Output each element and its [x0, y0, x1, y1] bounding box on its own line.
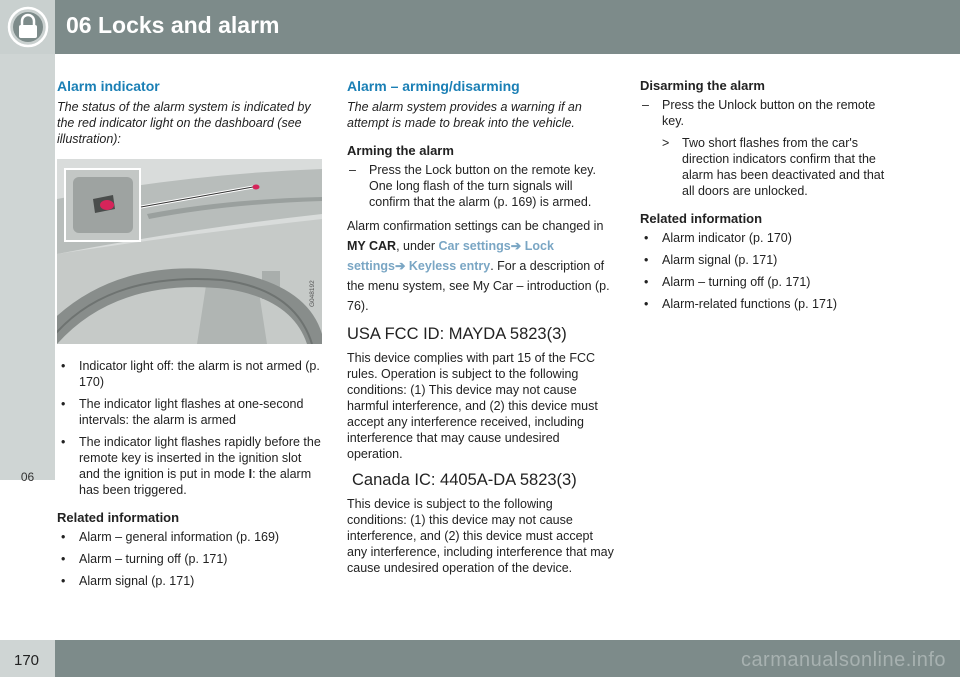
related-link[interactable]: • Alarm signal (p. 171) — [644, 253, 778, 267]
confirmation-settings-text: Alarm confirmation settings can be changed in MY CAR, under Car settings➔ Lock settings➔ Keyless entry. For a description of the menu system, see My Car – introduction (p. 76). — [347, 219, 610, 313]
list-item: • The indicator light flashes at one-second intervals: the alarm is armed — [61, 397, 304, 427]
dashboard-drawing — [57, 159, 322, 344]
disarming-title: Disarming the alarm — [640, 78, 765, 93]
step-item: – Press the Unlock button on the remote key. — [642, 98, 876, 128]
watermark: carmanualsonline.info — [740, 649, 946, 671]
related-link[interactable]: • Alarm signal (p. 171) — [61, 574, 195, 588]
canada-ic-title: Canada IC: 4405A-DA 5823(3) — [352, 471, 577, 489]
menu-path-keyless-entry: Keyless entry — [408, 259, 491, 273]
step-item: – Press the Lock button on the remote key. One long flash of the turn signals will confirm that the alarm (p. 169) is armed. — [349, 163, 596, 209]
related-info-title: Related information — [640, 211, 763, 226]
menu-path-car-settings: Car settings — [438, 239, 511, 253]
canada-ic-text: This device is subject to the following conditions: (1) this device may not cause interference, and (2) this device must accept any interference, including interference that may cause undesired operation of the device. — [347, 497, 614, 575]
ignition-mode: I — [248, 467, 253, 481]
related-info-list — [640, 230, 900, 312]
disarming-steps — [640, 97, 900, 129]
step-result: > Two short flashes from the car's direction indicators confirm that the alarm has been deactivated and that all doors are unlocked. — [662, 136, 885, 198]
indicator-status-list — [57, 358, 322, 498]
illustration-code: G048192 — [309, 280, 316, 307]
related-info-title: Related information — [57, 510, 180, 525]
related-info-list — [57, 529, 322, 589]
page-title: 06 Locks and alarm — [66, 12, 280, 38]
list-item: • The indicator light flashes rapidly before the remote key is inserted in the ignition slot and the ignition is put in mode I: the alarm has been triggered. — [61, 435, 321, 497]
column-disarming — [640, 78, 900, 318]
related-link[interactable]: • Alarm indicator (p. 170) — [644, 231, 792, 245]
arming-title: Arming the alarm — [347, 143, 454, 158]
related-link[interactable]: • Alarm – turning off (p. 171) — [644, 275, 811, 289]
lock-icon — [7, 6, 49, 48]
chapter-tab — [0, 54, 55, 484]
column-alarm-indicator — [57, 78, 322, 595]
chevron-right-icon: ➔ — [394, 259, 406, 273]
column-arming-disarming — [347, 78, 615, 584]
chevron-right-icon: ➔ — [510, 239, 522, 253]
arming-steps — [347, 162, 615, 210]
indicator-light — [100, 200, 114, 210]
chapter-tab-label: 06 — [20, 470, 35, 484]
related-link[interactable]: • Alarm – general information (p. 169) — [61, 530, 280, 544]
dashboard-illustration — [57, 159, 322, 344]
section-title-alarm-indicator: Alarm indicator — [57, 78, 160, 94]
page-header — [0, 0, 960, 54]
usa-fcc-text: This device complies with part 15 of the FCC rules. Operation is subject to the following conditions: (1) This device may not cause harmful interference, and (2) this device must accept any interference received, including interference that may cause undesired operation. — [347, 351, 598, 461]
menu-path-lock-settings: Lock settings — [347, 239, 554, 273]
related-link[interactable]: • Alarm-related functions (p. 171) — [644, 297, 838, 311]
related-link[interactable]: • Alarm – turning off (p. 171) — [61, 552, 228, 566]
footer-tab — [0, 640, 55, 677]
section-intro: The alarm system provides a warning if an attempt is made to break into the vehicle. — [347, 100, 582, 130]
section-title-arming: Alarm – arming/disarming — [347, 78, 520, 94]
page-number: 170 — [14, 652, 40, 669]
section-intro: The status of the alarm system is indicated by the red indicator light on the dashboard (see illustration): — [57, 100, 311, 146]
list-item: • Indicator light off: the alarm is not armed (p. 170) — [61, 359, 320, 389]
usa-fcc-title: USA FCC ID: MAYDA 5823(3) — [347, 325, 567, 343]
page-footer — [0, 640, 960, 677]
header-tab — [0, 0, 55, 54]
